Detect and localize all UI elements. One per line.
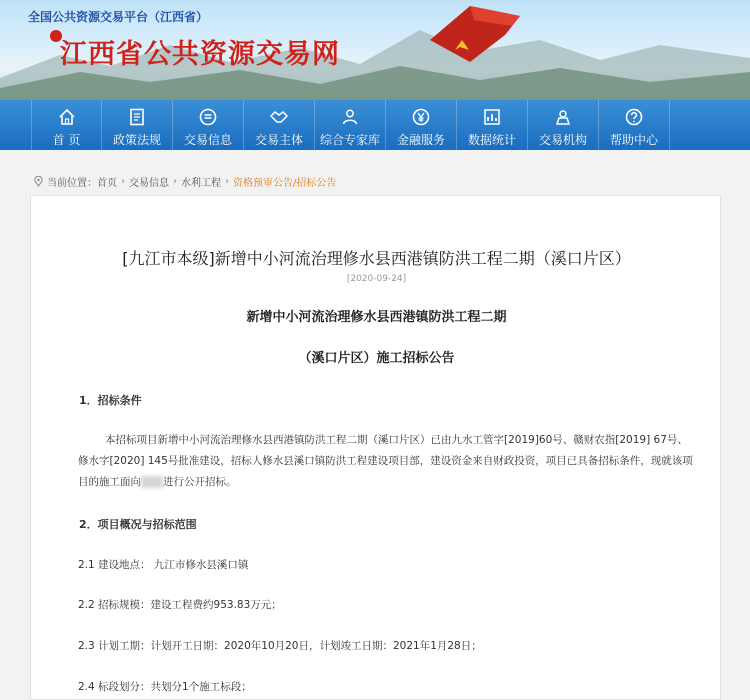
- location-pin-icon: [33, 176, 44, 187]
- list-item-schedule: 2.3 计划工期：计划开工日期：2020年10月20日，计划竣工日期：2021年1月28日；: [78, 640, 482, 652]
- nav-item-statistics[interactable]: [457, 100, 528, 150]
- nav-item-label: 首 页: [52, 133, 81, 147]
- breadcrumb-link-water-projects[interactable]: 水利工程: [181, 178, 221, 189]
- nav-item-home[interactable]: [31, 100, 102, 150]
- nav-item-label: 帮助中心: [609, 133, 658, 147]
- breadcrumb-link-home[interactable]: 首页: [97, 178, 117, 189]
- platform-name: 全国公共资源交易平台（江西省）: [28, 10, 209, 24]
- list-icon: [198, 107, 218, 127]
- list-item-construction-site: 2.1 建设地点： 九江市修水县溪口镇: [78, 559, 249, 571]
- nav-item-help[interactable]: [599, 100, 670, 150]
- nav-item-trade-subject[interactable]: [244, 100, 315, 150]
- list-item-bidding-scale: 2.2 招标规模：建设工程费约953.83万元；: [78, 599, 282, 611]
- bidding-conditions-paragraph: [78, 430, 698, 493]
- paragraph-text: 进行公开招标。: [163, 476, 237, 488]
- list-item-lots: 2.4 标段划分：共划分1个施工标段；: [78, 681, 252, 693]
- home-icon: [57, 107, 77, 127]
- document-icon: [127, 107, 147, 127]
- breadcrumb-separator: ›: [121, 176, 125, 187]
- nav-item-label: 数据统计: [467, 133, 516, 147]
- help-icon: [624, 107, 644, 127]
- notice-heading-line2: （溪口片区）施工招标公告: [298, 351, 455, 366]
- nav-item-label: 政策法规: [112, 133, 161, 147]
- nav-item-label: 综合专家库: [319, 133, 380, 147]
- nav-item-policy[interactable]: [102, 100, 173, 150]
- paragraph-text: 本招标项目新增中小河流治理修水县西港镇防洪工程二期（溪口片区）已由九水工管字[2019]60号、赣财农指[2019] 67号、修水字[2020] 145号批准建设，招标人修水县溪口镇防洪工程建设项目部，建设资金来自财政投资，项目已具备招标条件，现就该项目的施工面向: [78, 434, 693, 488]
- nav-item-trade-info[interactable]: [173, 100, 244, 150]
- site-title: 江西省公共资源交易网: [60, 39, 340, 70]
- redacted-text: [141, 476, 163, 488]
- article-panel: [30, 195, 721, 700]
- notice-heading-line1: 新增中小河流治理修水县西港镇防洪工程二期: [246, 310, 507, 325]
- nav-item-label: 金融服务: [396, 133, 445, 147]
- nav-item-label: 交易信息: [183, 133, 232, 147]
- nav-item-expert-library[interactable]: [315, 100, 386, 150]
- section-heading-bidding-conditions: 1．招标条件: [79, 394, 142, 407]
- nav-item-label: 交易主体: [254, 133, 303, 147]
- breadcrumb-separator: ›: [225, 176, 229, 187]
- nav-item-institutions[interactable]: [528, 100, 599, 150]
- breadcrumb-separator: ›: [173, 176, 177, 187]
- article-title: [九江市本级]新增中小河流治理修水县西港镇防洪工程二期（溪口片区）: [122, 249, 631, 268]
- chart-icon: [482, 107, 502, 127]
- nav-item-label: 交易机构: [538, 133, 587, 147]
- breadcrumb-link-trade-info[interactable]: 交易信息: [129, 178, 169, 189]
- main-nav: [0, 100, 750, 150]
- breadcrumb-prefix: 当前位置：: [47, 178, 97, 189]
- section-heading-project-overview: 2．项目概况与招标范围: [79, 518, 197, 531]
- building-icon: [553, 107, 573, 127]
- breadcrumb-current[interactable]: 资格预审公告/招标公告: [233, 178, 337, 189]
- header-banner: [0, 0, 750, 100]
- expert-icon: [340, 107, 360, 127]
- handshake-icon: [269, 107, 289, 127]
- nav-item-finance[interactable]: [386, 100, 457, 150]
- article-date: [2020-09-24]: [346, 274, 407, 284]
- finance-icon: [411, 107, 431, 127]
- breadcrumb: [33, 174, 336, 189]
